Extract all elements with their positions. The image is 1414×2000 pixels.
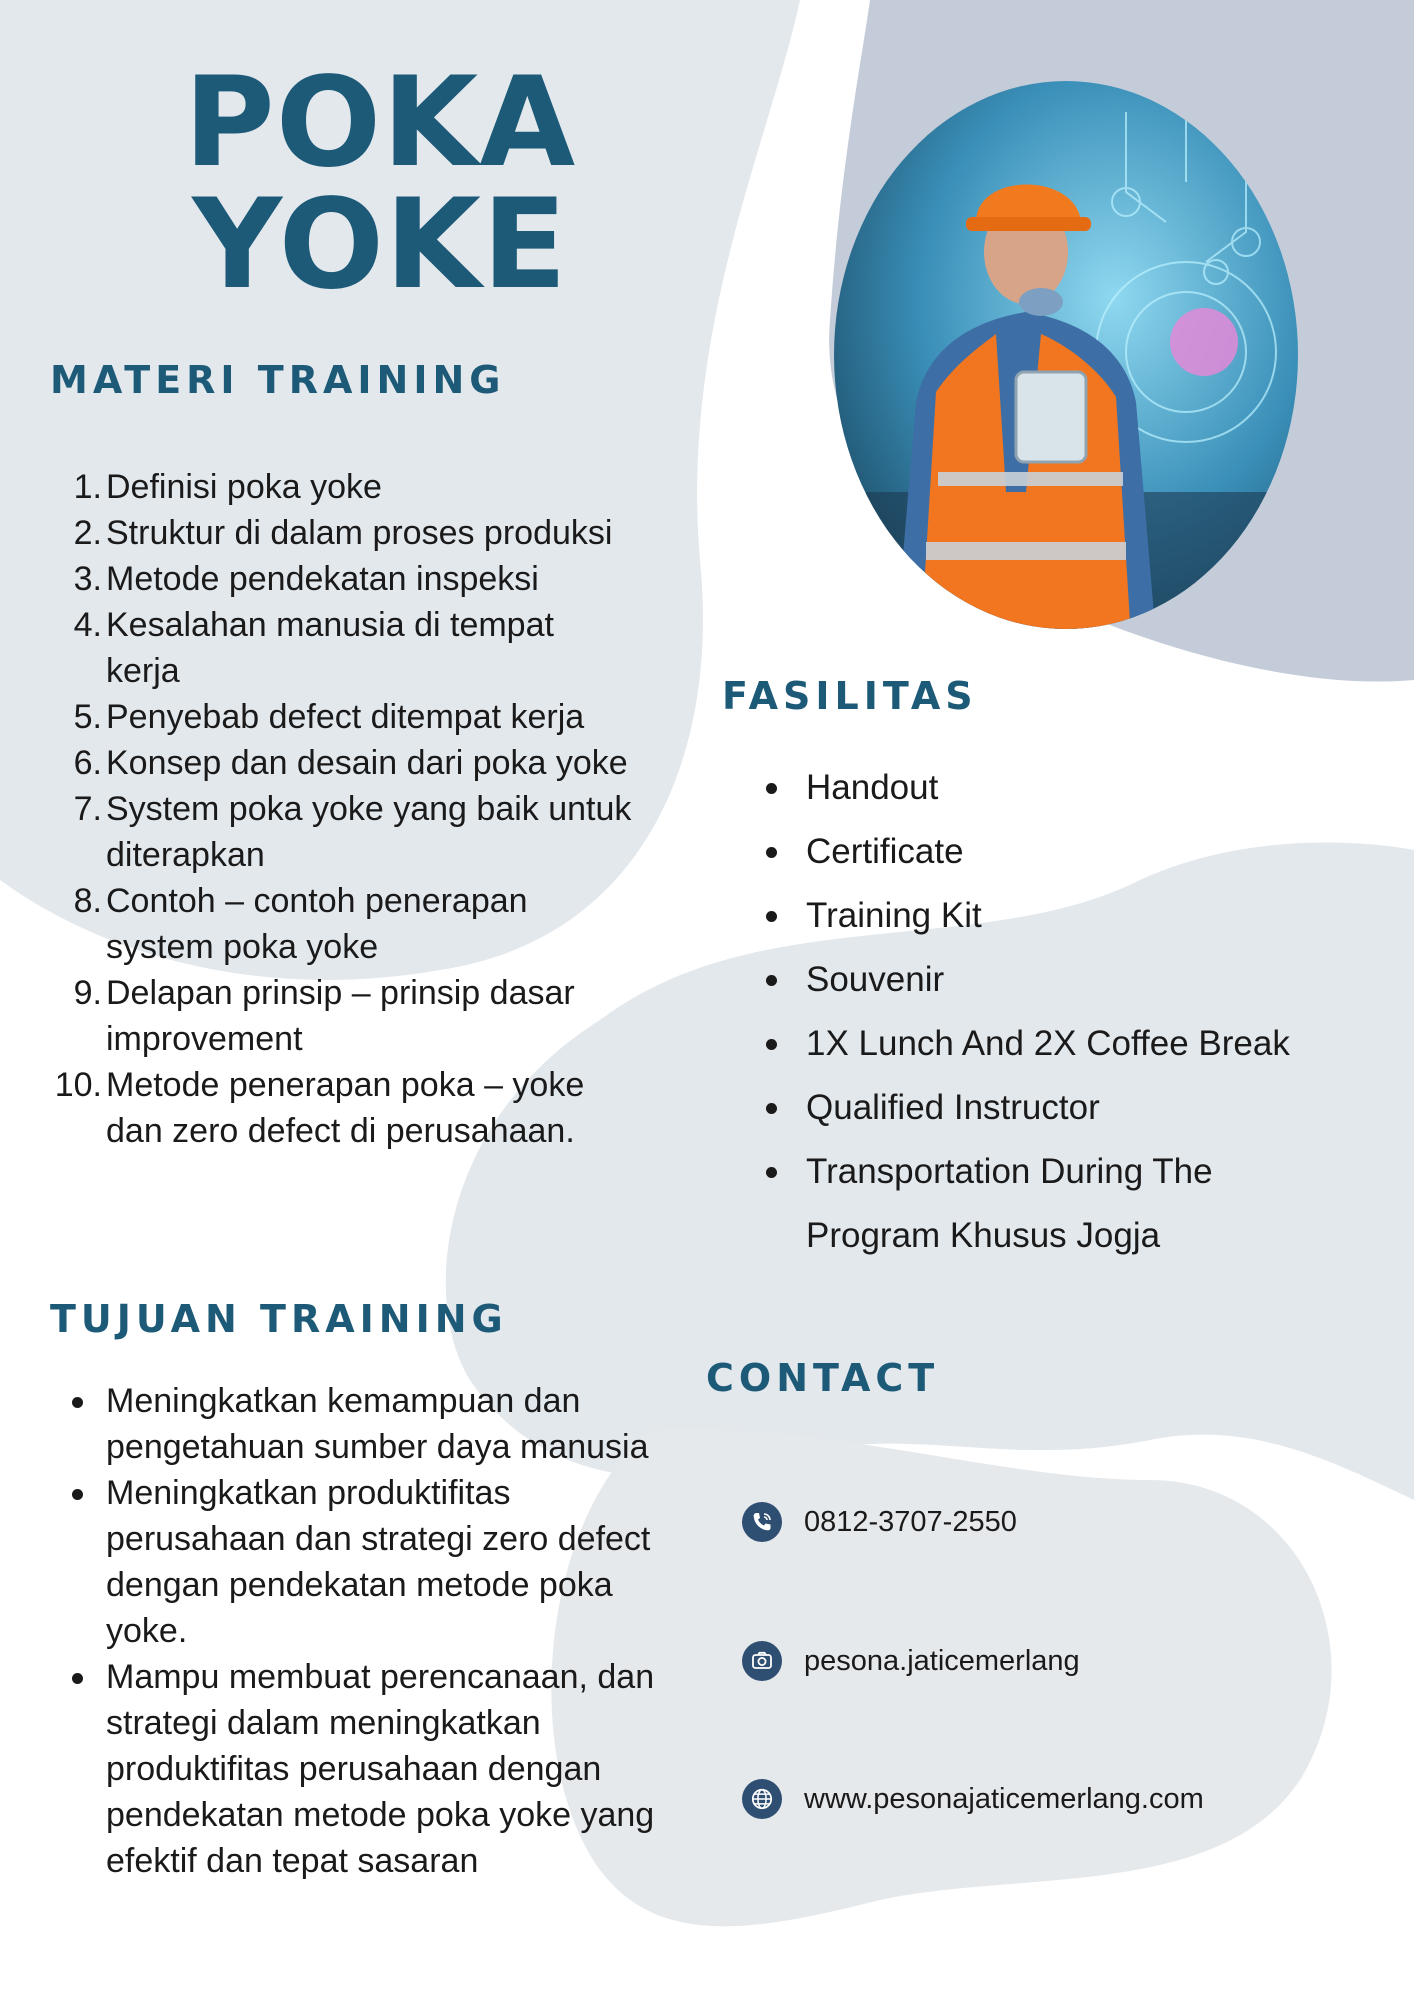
tujuan-list: [58, 1378, 678, 1884]
bullet-icon: [766, 911, 777, 922]
materi-heading: MATERI TRAINING: [50, 358, 506, 402]
list-item: 1. Definisi poka yoke: [73, 468, 382, 506]
list-item: 8. Contoh – contoh penerapan system poka yoke: [73, 882, 528, 966]
bullet-icon: [766, 975, 777, 986]
list-item: 9. Delapan prinsip – prinsip dasar improvement: [73, 974, 575, 1058]
bullet-icon: [766, 783, 777, 794]
title-line-1: POKA: [183, 51, 577, 195]
list-item: Meningkatkan kemampuan dan pengetahuan sumber daya manusia: [58, 1378, 678, 1470]
globe-icon: [742, 1779, 782, 1819]
list-item: Souvenir: [760, 948, 1380, 1012]
fasilitas-list: [760, 756, 1380, 1268]
list-item: Training Kit: [760, 884, 1380, 948]
phone-number: 0812-3707-2550: [804, 1505, 1017, 1538]
worker-photo: [826, 72, 1306, 638]
list-item: Mampu membuat perencanaan, dan strategi dalam meningkatkan produktifitas perusahaan dengan pendekatan metode poka yoke yang efektif dan tepat sasaran: [58, 1654, 678, 1884]
contact-heading: CONTACT: [706, 1356, 940, 1400]
tujuan-heading: TUJUAN TRAINING: [50, 1297, 508, 1341]
page-title: [150, 51, 610, 317]
list-item: 7. System poka yoke yang baik untuk diterapkan: [73, 790, 632, 874]
bullet-icon: [766, 847, 777, 858]
instagram-handle: pesona.jaticemerlang: [804, 1644, 1080, 1677]
list-item: Transportation During The Program Khusus Jogja: [760, 1140, 1266, 1268]
bullet-icon: [766, 1039, 777, 1050]
bullet-icon: [766, 1103, 777, 1114]
contact-instagram[interactable]: [742, 1639, 1302, 1683]
worker-photo-illustration: [826, 72, 1306, 638]
bullet-icon: [72, 1673, 83, 1684]
list-item: 10. Metode penerapan poka – yoke dan zero defect di perusahaan.: [54, 1066, 585, 1150]
list-item: 2. Struktur di dalam proses produksi: [73, 514, 613, 552]
materi-list: [52, 464, 632, 1154]
website-url: www.pesonajaticemerlang.com: [804, 1782, 1204, 1815]
title-line-2: YOKE: [192, 173, 568, 317]
list-item: 1X Lunch And 2X Coffee Break: [760, 1012, 1380, 1076]
bullet-icon: [72, 1397, 83, 1408]
contact-website[interactable]: [742, 1777, 1302, 1821]
contact-phone[interactable]: [742, 1500, 1302, 1544]
bullet-icon: [72, 1489, 83, 1500]
phone-icon: [742, 1502, 782, 1542]
camera-icon: [742, 1641, 782, 1681]
list-item: 6. Konsep dan desain dari poka yoke: [73, 744, 628, 782]
list-item: 5. Penyebab defect ditempat kerja: [73, 698, 585, 736]
list-item: 4. Kesalahan manusia di tempat kerja: [73, 606, 554, 690]
list-item: Qualified Instructor: [760, 1076, 1380, 1140]
bullet-icon: [766, 1167, 777, 1178]
list-item: 3. Metode pendekatan inspeksi: [73, 560, 539, 598]
list-item: Certificate: [760, 820, 1380, 884]
list-item: Meningkatkan produktifitas perusahaan dan strategi zero defect dengan pendekatan metode poka yoke.: [58, 1470, 678, 1654]
list-item: Handout: [760, 756, 1380, 820]
fasilitas-heading: FASILITAS: [722, 674, 978, 718]
